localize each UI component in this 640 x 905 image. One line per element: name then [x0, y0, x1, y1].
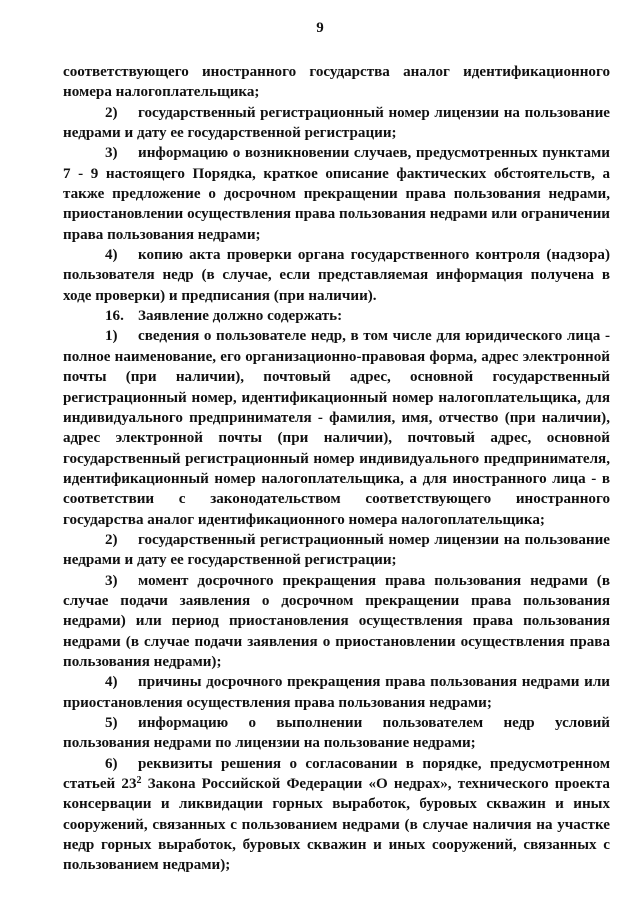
- list-item: [63, 754, 610, 876]
- item-text: копию акта проверки органа государственного контроля (надзора) пользователя недр (в случае, если представляемая информация получена в ходе проверки) и предписания (при наличии).: [63, 247, 610, 304]
- list-item: [63, 326, 610, 529]
- article-superscript: 2: [136, 775, 142, 787]
- section-heading: [63, 306, 610, 326]
- paragraph-continuation: [63, 62, 610, 103]
- list-item: [63, 672, 610, 713]
- item-number: 3): [105, 572, 118, 589]
- item-number: 6): [105, 755, 118, 772]
- item-number: 2): [105, 104, 118, 121]
- page-number: 9: [316, 20, 324, 36]
- list-item: [63, 245, 610, 306]
- item-number: 2): [105, 531, 118, 548]
- item-number: 4): [105, 674, 118, 691]
- item-text: информацию о выполнении пользователем недр условий пользования недрами по лицензии на пользование недрами;: [63, 715, 610, 752]
- paragraph-text: соответствующего иностранного государства аналог идентификационного номера налогоплательщика;: [63, 64, 610, 101]
- item-text: момент досрочного прекращения права пользования недрами (в случае подачи заявления о досрочном прекращении права пользования недрами) или период приостановления осуществления права пользования недрами (в случае подачи заявления о приостановлении осуществления права пользования недрами);: [63, 572, 610, 670]
- item-number: 1): [105, 328, 118, 345]
- list-item: [63, 530, 610, 571]
- item-number: 5): [105, 715, 118, 731]
- list-item: [63, 713, 610, 754]
- item-text: причины досрочного прекращения права пользования недрами или приостановления осуществления права пользования недрами;: [63, 674, 610, 711]
- list-item: [63, 571, 610, 673]
- item-text-part1: реквизиты решения о согласовании в порядке, предусмотренном статьей 23: [63, 755, 610, 793]
- item-text: сведения о пользователе недр, в том числе для юридического лица - полное наименование, его организационно-правовая форма, адрес электронной почты (при наличии), почтовый адрес, основной государственный регистрационный номер, идентификационный номер налогоплательщика, для индивидуального предпринимателя - фамилия, имя, отчество (при наличии), адрес электронной почты (при наличии), почтовый адрес, основной государственный регистрационный номер индивидуального предпринимателя, идентификационный номер налогоплательщика, а для иностранного лица - в соответствии с законодательством соответствующего иностранного государства аналог идентификационного номера налогоплательщика;: [63, 328, 610, 528]
- item-number: 3): [105, 145, 118, 162]
- item-text: государственный регистрационный номер лицензии на пользование недрами и дату ее государственной регистрации;: [63, 104, 610, 142]
- item-text: государственный регистрационный номер лицензии на пользование недрами и дату ее государственной регистрации;: [63, 531, 610, 569]
- list-item: [63, 143, 610, 245]
- section-text: Заявление должно содержать:: [138, 308, 343, 325]
- document-body: [63, 62, 610, 876]
- item-text: информацию о возникновении случаев, предусмотренных пунктами 7 - 9 настоящего Порядка, краткое описание фактических обстоятельств, а также предложение о досрочном прекращении права пользования недрами, приостановлении осуществления права пользования недрами или ограничении права пользования недрами;: [63, 145, 610, 243]
- list-item: [63, 103, 610, 144]
- item-text-part2: Закона Российской Федерации «О недрах», технического проекта консервации и ликвидации горных выработок, буровых скважин и иных сооружений, связанных с пользованием недрами (в случае наличия на участке недр горных выработок, буровых скважин и иных сооружений, связанных с пользованием недрами);: [63, 776, 610, 874]
- section-number: 16.: [105, 308, 124, 325]
- item-number: 4): [105, 247, 118, 264]
